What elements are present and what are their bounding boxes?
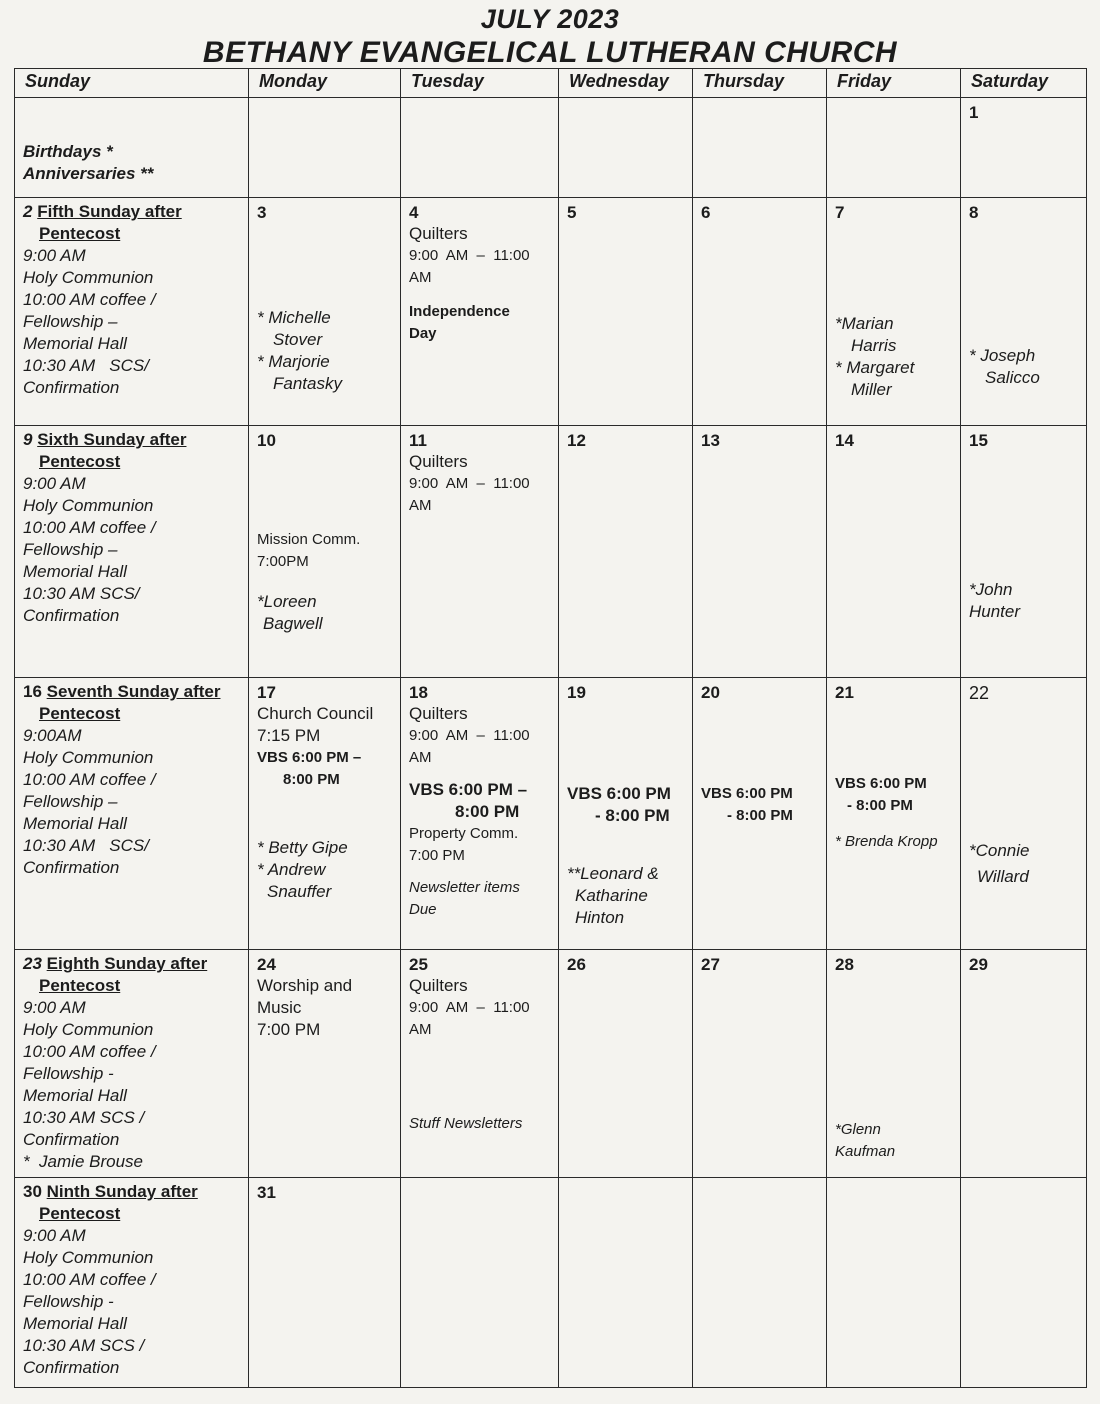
day-cell-18 xyxy=(401,678,559,950)
day-cell-7 xyxy=(827,198,961,426)
confirmation-text: Confirmation xyxy=(23,1130,120,1149)
week-row-5 xyxy=(15,950,1087,1178)
day-number: 31 xyxy=(257,1183,276,1202)
sunday-title-line1: Seventh Sunday after xyxy=(46,682,221,701)
confirmation-text: Confirmation xyxy=(23,1358,120,1377)
day-number: 3 xyxy=(257,203,267,222)
empty-cell xyxy=(559,98,693,198)
day-number: 22 xyxy=(969,683,990,703)
event-time-end: AM xyxy=(409,269,432,286)
day-cell-15 xyxy=(961,426,1087,678)
vbs-event-end: 8:00 PM xyxy=(283,771,340,788)
birthday-entry: * Marjorie xyxy=(257,352,330,371)
holiday-text: Independence xyxy=(409,303,510,320)
service-time: 9:00 AM xyxy=(23,998,86,1017)
calendar-grid xyxy=(14,68,1087,1388)
anniversary-entry: Katharine xyxy=(575,886,648,905)
day-number: 17 xyxy=(257,683,276,702)
coffee-text: 10:00 AM coffee / xyxy=(23,1042,156,1061)
day-cell-31 xyxy=(249,1178,401,1388)
event-time-end: AM xyxy=(409,497,432,514)
holy-communion-text: Holy Communion xyxy=(23,1248,154,1267)
sunday-title-line2 xyxy=(23,451,240,473)
event-time: 7:00 PM xyxy=(409,847,465,864)
day-number: 23 xyxy=(23,954,42,973)
memorial-hall-text: Memorial Hall xyxy=(23,562,127,581)
weekday-thursday: Thursday xyxy=(693,69,827,98)
day-number: 7 xyxy=(835,203,845,222)
vbs-event-end: - 8:00 PM xyxy=(595,806,670,825)
sunday-title-text: Pentecost xyxy=(39,704,121,723)
empty-cell xyxy=(401,98,559,198)
birthday-entry: * Jamie Brouse xyxy=(23,1152,143,1171)
anniversary-entry: Hinton xyxy=(575,908,625,927)
day-number: 30 xyxy=(23,1182,42,1201)
fellowship-text: Fellowship - xyxy=(23,1064,114,1083)
vbs-event: VBS 6:00 PM xyxy=(835,775,927,792)
sunday-cell-9 xyxy=(15,426,249,678)
weekday-friday: Friday xyxy=(827,69,961,98)
birthday-entry: *Connie xyxy=(969,841,1030,860)
confirmation-text: Confirmation xyxy=(23,378,120,397)
event-name: Quilters xyxy=(409,704,468,723)
event-time: 9:00 AM – 11:00 xyxy=(409,247,530,264)
day-number: 24 xyxy=(257,955,276,974)
sunday-title-line1: Sixth Sunday after xyxy=(37,430,187,449)
birthday-entry: * Brenda Kropp xyxy=(835,833,938,850)
sunday-title-text: Pentecost xyxy=(39,976,121,995)
day-cell-4 xyxy=(401,198,559,426)
birthday-entry: Stover xyxy=(273,330,323,349)
service-time: 9:00AM xyxy=(23,726,82,745)
empty-cell xyxy=(693,1178,827,1388)
sunday-title-text: Pentecost xyxy=(39,224,121,243)
day-cell-3 xyxy=(249,198,401,426)
birthday-entry: Harris xyxy=(851,336,897,355)
birthday-entry: Willard xyxy=(977,867,1029,886)
birthday-entry: *Marian xyxy=(835,314,894,333)
day-number: 11 xyxy=(409,431,427,450)
day-number: 13 xyxy=(701,431,720,450)
day-number: 26 xyxy=(567,955,586,974)
holy-communion-text: Holy Communion xyxy=(23,496,154,515)
day-number: 19 xyxy=(567,683,586,702)
note-text: Stuff Newsletters xyxy=(409,1115,523,1132)
coffee-text: 10:00 AM coffee / xyxy=(23,518,156,537)
day-cell-17 xyxy=(249,678,401,950)
week-row-6 xyxy=(15,1178,1087,1388)
day-cell-1 xyxy=(961,98,1087,198)
day-cell-26 xyxy=(559,950,693,1178)
event-name: Church Council xyxy=(257,704,374,723)
weekday-monday: Monday xyxy=(249,69,401,98)
confirmation-text: Confirmation xyxy=(23,606,120,625)
fellowship-text: Fellowship – xyxy=(23,792,118,811)
sunday-title-line1: Fifth Sunday after xyxy=(37,202,182,221)
sunday-title xyxy=(23,1181,240,1203)
holy-communion-text: Holy Communion xyxy=(23,268,154,287)
event-name: Music xyxy=(257,998,302,1017)
fellowship-text: Fellowship – xyxy=(23,540,118,559)
day-cell-20 xyxy=(693,678,827,950)
day-cell-19 xyxy=(559,678,693,950)
sunday-title xyxy=(23,201,240,223)
coffee-text: 10:00 AM coffee / xyxy=(23,1270,156,1289)
day-cell-21 xyxy=(827,678,961,950)
sunday-title-text: Pentecost xyxy=(39,452,121,471)
event-time: 9:00 AM – 11:00 xyxy=(409,727,530,744)
vbs-event: VBS 6:00 PM xyxy=(701,785,793,802)
day-cell-6 xyxy=(693,198,827,426)
empty-cell xyxy=(249,98,401,198)
day-number: 5 xyxy=(567,203,577,222)
day-cell-25 xyxy=(401,950,559,1178)
event-name: Worship and xyxy=(257,976,353,995)
anniversary-entry: **Leonard & xyxy=(567,864,659,883)
day-number: 28 xyxy=(835,955,854,974)
day-cell-28 xyxy=(827,950,961,1178)
week-row-1 xyxy=(15,98,1087,198)
legend-cell xyxy=(15,98,249,198)
note-text: Newsletter items xyxy=(409,879,520,896)
birthday-entry: * Joseph xyxy=(969,346,1036,365)
service-time: 9:00 AM xyxy=(23,1226,86,1245)
birthdays-legend: Birthdays * xyxy=(23,142,113,161)
day-number: 29 xyxy=(969,955,988,974)
sunday-title xyxy=(23,429,240,451)
confirmation-text: Confirmation xyxy=(23,858,120,877)
anniversaries-legend: Anniversaries ** xyxy=(23,164,154,183)
day-number: 6 xyxy=(701,203,711,222)
event-time-end: AM xyxy=(409,749,432,766)
day-cell-29 xyxy=(961,950,1087,1178)
service-time: 9:00 AM xyxy=(23,246,86,265)
day-number: 25 xyxy=(409,955,428,974)
empty-cell xyxy=(401,1178,559,1388)
vbs-event: VBS 6:00 PM – xyxy=(409,780,528,799)
memorial-hall-text: Memorial Hall xyxy=(23,334,127,353)
sunday-cell-30 xyxy=(15,1178,249,1388)
event-time: 9:00 AM – 11:00 xyxy=(409,999,530,1016)
day-number: 20 xyxy=(701,683,720,702)
day-cell-12 xyxy=(559,426,693,678)
sunday-title-line1: Ninth Sunday after xyxy=(46,1182,198,1201)
weekday-tuesday: Tuesday xyxy=(401,69,559,98)
coffee-text: 10:00 AM coffee / xyxy=(23,770,156,789)
scs-text: 10:30 AM SCS/ xyxy=(23,356,149,375)
event-time: 7:00 PM xyxy=(257,1020,321,1039)
weekday-wednesday: Wednesday xyxy=(559,69,693,98)
birthday-entry: Bagwell xyxy=(263,614,323,633)
memorial-hall-text: Memorial Hall xyxy=(23,1086,127,1105)
day-cell-14 xyxy=(827,426,961,678)
day-number: 21 xyxy=(835,683,854,702)
service-time: 9:00 AM xyxy=(23,474,86,493)
day-number: 18 xyxy=(409,683,428,702)
coffee-text: 10:00 AM coffee / xyxy=(23,290,156,309)
day-number: 10 xyxy=(257,431,276,450)
birthday-entry: Snauffer xyxy=(267,882,332,901)
holy-communion-text: Holy Communion xyxy=(23,748,154,767)
event-name: Property Comm. xyxy=(409,825,519,842)
birthday-entry: *Glenn xyxy=(835,1121,881,1138)
scs-text: 10:30 AM SCS/ xyxy=(23,836,149,855)
day-number: 1 xyxy=(969,103,979,122)
sunday-title-line2 xyxy=(23,223,240,245)
vbs-event-end: - 8:00 PM xyxy=(727,807,793,824)
day-cell-10 xyxy=(249,426,401,678)
scs-text: 10:30 AM SCS / xyxy=(23,1336,145,1355)
day-cell-11 xyxy=(401,426,559,678)
empty-cell xyxy=(693,98,827,198)
day-number: 8 xyxy=(969,203,979,222)
week-row-4 xyxy=(15,678,1087,950)
day-cell-8 xyxy=(961,198,1087,426)
birthday-entry: Miller xyxy=(851,380,892,399)
birthday-entry: Salicco xyxy=(985,368,1040,387)
sunday-title xyxy=(23,953,240,975)
church-name-title: BETHANY EVANGELICAL LUTHERAN CHURCH xyxy=(202,36,898,69)
event-time: 7:15 PM xyxy=(257,726,321,745)
empty-cell xyxy=(559,1178,693,1388)
weekday-sunday: Sunday xyxy=(15,69,249,98)
empty-cell xyxy=(961,1178,1087,1388)
sunday-title-line1: Eighth Sunday after xyxy=(46,954,208,973)
holy-communion-text: Holy Communion xyxy=(23,1020,154,1039)
vbs-event-end: - 8:00 PM xyxy=(847,797,913,814)
birthday-entry: *Loreen xyxy=(257,592,317,611)
birthday-entry: *John xyxy=(969,580,1013,599)
day-number: 4 xyxy=(409,203,419,222)
birthday-entry: Kaufman xyxy=(835,1143,896,1160)
event-time: 9:00 AM – 11:00 xyxy=(409,475,530,492)
event-name: Mission Comm. xyxy=(257,531,361,548)
sunday-title-line2 xyxy=(23,1203,240,1225)
sunday-cell-2 xyxy=(15,198,249,426)
birthday-entry: * Michelle xyxy=(257,308,331,327)
birthday-entry: * Betty Gipe xyxy=(257,838,348,857)
vbs-event: VBS 6:00 PM xyxy=(567,784,671,803)
memorial-hall-text: Memorial Hall xyxy=(23,814,127,833)
day-number: 2 xyxy=(23,202,33,221)
day-cell-24 xyxy=(249,950,401,1178)
birthday-entry: Fantasky xyxy=(273,374,342,393)
sunday-title-line2 xyxy=(23,975,240,997)
day-number: 15 xyxy=(969,431,988,450)
empty-cell xyxy=(827,1178,961,1388)
memorial-hall-text: Memorial Hall xyxy=(23,1314,127,1333)
note-text: Due xyxy=(409,901,437,918)
weekday-header-row xyxy=(15,69,1087,98)
birthday-entry: Hunter xyxy=(969,602,1021,621)
sunday-cell-16 xyxy=(15,678,249,950)
sunday-title-line2 xyxy=(23,703,240,725)
vbs-event-end: 8:00 PM xyxy=(455,802,520,821)
day-number: 27 xyxy=(701,955,720,974)
event-name: Quilters xyxy=(409,224,468,243)
sunday-cell-23 xyxy=(15,950,249,1178)
day-cell-13 xyxy=(693,426,827,678)
day-number: 16 xyxy=(23,682,42,701)
birthday-entry: * Margaret xyxy=(835,358,915,377)
day-cell-22 xyxy=(961,678,1087,950)
weekday-saturday: Saturday xyxy=(961,69,1087,98)
fellowship-text: Fellowship - xyxy=(23,1292,114,1311)
sunday-title-text: Pentecost xyxy=(39,1204,121,1223)
event-name: Quilters xyxy=(409,976,468,995)
event-name: Quilters xyxy=(409,452,468,471)
empty-cell xyxy=(827,98,961,198)
holiday-text: Day xyxy=(409,325,437,342)
week-row-2 xyxy=(15,198,1087,426)
birthday-entry: * Andrew xyxy=(257,860,326,879)
day-number: 9 xyxy=(23,430,33,449)
calendar-month-title: JULY 2023 xyxy=(480,4,620,34)
day-number: 12 xyxy=(567,431,586,450)
scs-text: 10:30 AM SCS / xyxy=(23,1108,145,1127)
scs-text: 10:30 AM SCS/ xyxy=(23,584,140,603)
week-row-3 xyxy=(15,426,1087,678)
fellowship-text: Fellowship – xyxy=(23,312,118,331)
day-number: 14 xyxy=(835,431,854,450)
sunday-title xyxy=(23,681,240,703)
day-cell-27 xyxy=(693,950,827,1178)
vbs-event: VBS 6:00 PM – xyxy=(257,749,362,766)
event-time: 7:00PM xyxy=(257,553,309,570)
event-time-end: AM xyxy=(409,1021,432,1038)
day-cell-5 xyxy=(559,198,693,426)
